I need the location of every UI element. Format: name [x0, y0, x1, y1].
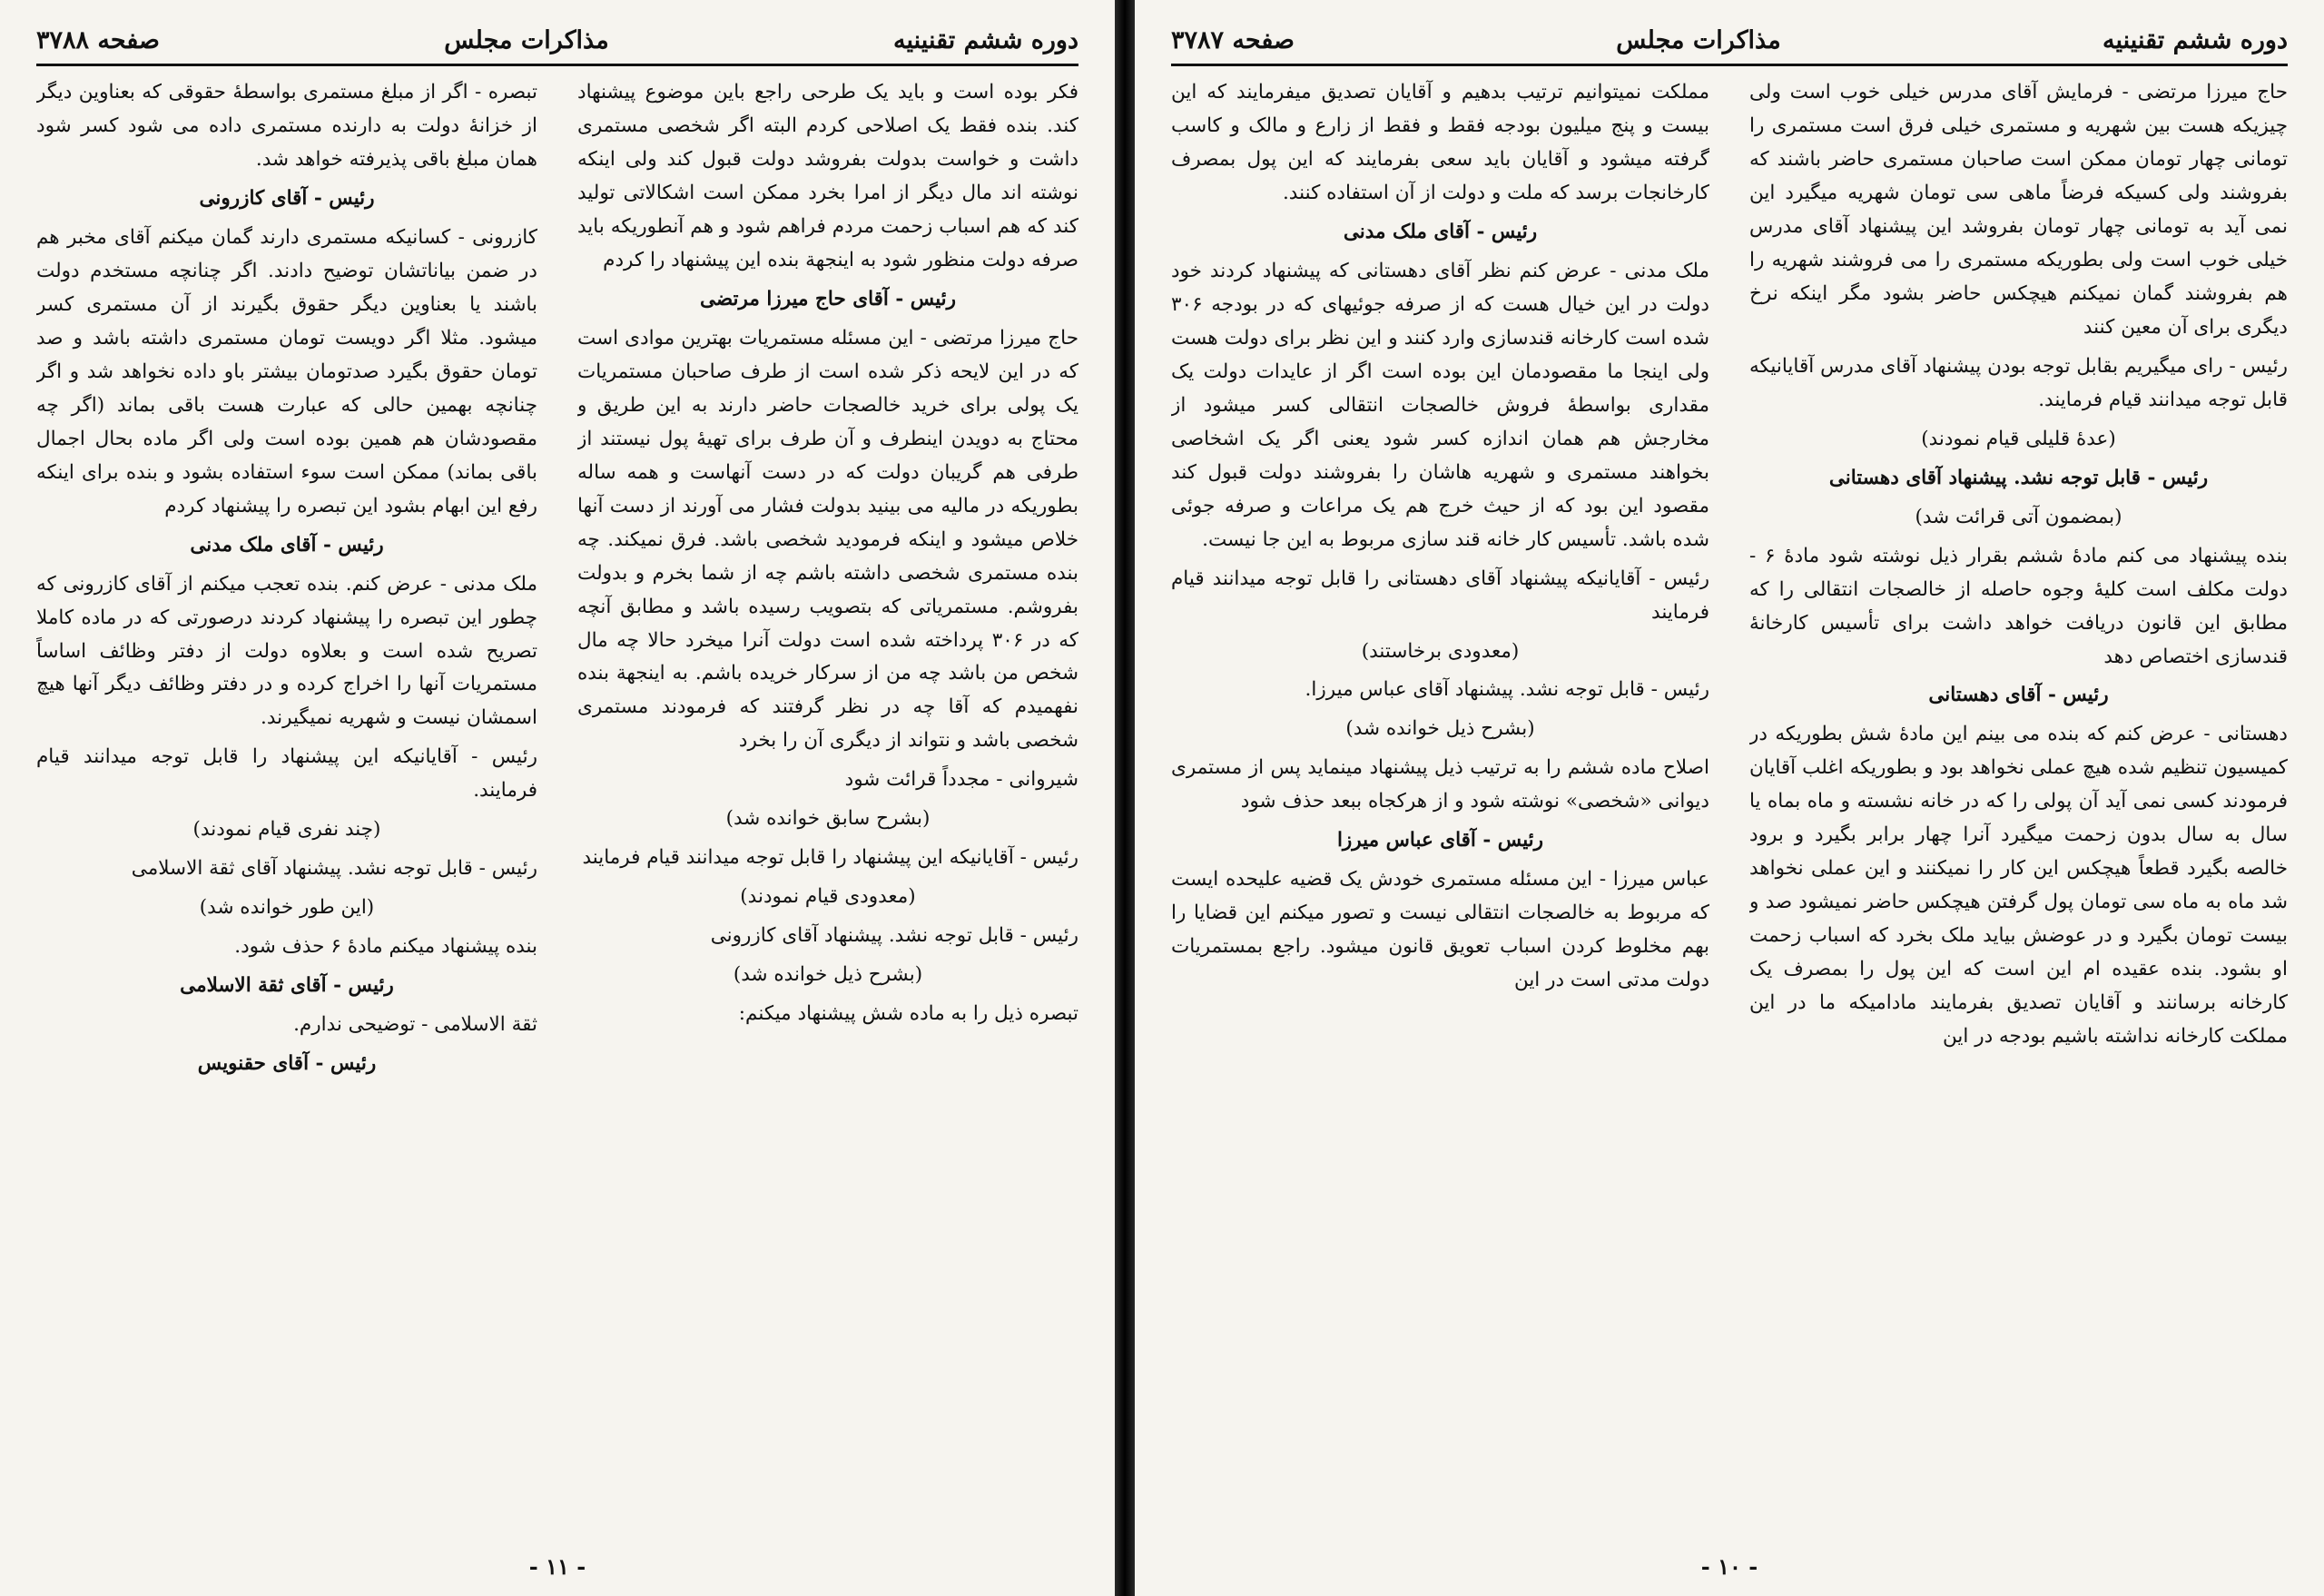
paragraph: ملک مدنی - عرض کنم. بنده تعجب میکنم از آقای کازرونی که چطور این تبصره را پیشنهاد کردند درصورتی که در ماده کاملا تصریح شده است و بعلاوه دولت از دفتر وظائف اساساً مستمریات آنها را اخراج کرده و در دفتر وظائف دیگر آنها هیچ اسمشان نیست و شهریه نمیگیرند. [36, 572, 537, 730]
page-header [36, 20, 1078, 60]
paragraph: دهستانی - عرض کنم که بنده می بینم این مادهٔ شش بطوریکه در کمیسیون تنظیم شده هیچ عملی نخواهد بود و بطوریکه اغلب آقایان فرمودند کسی نمی آید آن پولی را که در خانه نشسته و ماه بماه یا سال به سال بدون زحمت میگیرد آنرا چهار برابر بگیرد و برود خالصه بگیرد قطعاً هیچکس این کار را نمیکنند و این عملی نخواهد شد ماه به ماه سی تومان پول گرفتن هیچکس حاضر نمیشود صد و بیست تومان بگیرد و در عوضش بیاید ملک بخرد که اسباب زحمت او بشود. بنده عقیده ام این است که این پول را بمصرف یک کارخانه برسانند و آقایان تصدیق بفرمایند مادامیکه ما در این مملکت کارخانه نداشته باشیم بودجه در این [1749, 723, 2288, 1049]
speaker-call: رئیس - آقای ملک مدنی [1343, 220, 1538, 243]
paragraph: تبصره - اگر از مبلغ مستمری بواسطهٔ حقوقی که بعناوین دیگر از خزانهٔ دولت به دارنده مستمری داده می شود کسر شود همان مبلغ باقی پذیرفته خواهد شد. [36, 81, 537, 171]
procedural-note: (بشرح ذیل خوانده شد) [733, 963, 923, 987]
text-columns [36, 76, 1078, 1542]
paragraph: مملکت نمیتوانیم ترتیب بدهیم و آقایان تصدیق میفرمایند که این بیست و پنج میلیون بودجه فقط و فقط از زارع و مالک و کاسب گرفته میشود و آقایان باید سعی بفرمایند که این پول بمصرف کارخانجات برسد که ملت و دولت از آن استفاده کنند. [1171, 81, 1709, 204]
journal-title: مذاکرات مجلس [444, 25, 609, 54]
speaker-call: رئیس - آقای ملک مدنی [190, 533, 384, 557]
speaker-call: رئیس - آقای حاج میرزا مرتضی [699, 287, 957, 310]
session-label: دوره ششم تقنینیه [2102, 25, 2288, 54]
paragraph: ثقة الاسلامی - توضیحی ندارم. [293, 1013, 537, 1037]
speaker-call: رئیس - آقای حقنویس [197, 1052, 377, 1076]
column-right [577, 76, 1078, 1542]
procedural-note: (بشرح سابق خوانده شد) [725, 807, 931, 831]
procedural-note: (این طور خوانده شد) [199, 896, 375, 920]
book-gutter [1115, 0, 1135, 1596]
text-columns [1171, 76, 2288, 1542]
paragraph: رئیس - قابل توجه نشد. پیشنهاد آقای کازرونی [710, 924, 1078, 948]
page-header [1171, 20, 2288, 60]
speaker-call: رئیس - آقای کازرونی [199, 186, 375, 210]
paragraph: رئیس - آقایانیکه این پیشنهاد را قابل توجه میدانند قیام فرمایند. [36, 745, 537, 803]
paragraph: ملک مدنی - عرض کنم نظر آقای دهستانی که پیشنهاد کردند خود دولت در این خیال هست که از صرفه جوئیهای که در بودجه ۳۰۶ شده است کارخانه قندسازی وارد کنند و این نظر برای دولت هست ولی اینجا ما مقصودمان این بوده است اگر از عایدات دولت یک مقداری بواسطهٔ فروش خالصجات انتقالی کسر میشود از مخارجش هم همان اندازه کسر شود یعنی اگر یک اشخاصی بخواهند مستمری و شهریه هاشان را بفروشند دولت قبول کند مقصود این بود که از حیث خرج هم یک مراعات و صرفه جوئی شده باشد. تأسیس کار خانه قند سازی مربوط به این جا نیست. [1171, 259, 1709, 551]
column-left [36, 76, 537, 1542]
paragraph: بنده پیشنهاد میکنم مادهٔ ۶ حذف شود. [234, 935, 537, 959]
procedural-note: (چند نفری قیام نمودند) [192, 818, 381, 842]
column-right [1749, 76, 2288, 1542]
paragraph: تبصره ذیل را به ماده شش پیشنهاد میکنم: [738, 1002, 1078, 1026]
page-footer-number: - ۱۰ - [1700, 1553, 1758, 1580]
paragraph: کازرونی - کسانیکه مستمری دارند گمان میکنم آقای مخبر هم در ضمن بیاناتشان توضیح دادند. اگر چنانچه مستخدم دولت باشند یا بعناوین دیگر حقوق بگیرند از آن مستمری کسر میشود. مثلا اگر دویست تومان مستمری داشته باشد و صد تومان حقوق بگیرد صدتومان بیشتر باو داده نخواهد شد و اگر چنانچه بهمین حالی که عبارت هست باقی بماند (اگر چه مقصودشان هم همین بوده است ولی اگر ماده بحال اجمال باقی بماند) ممکن است سوء استفاده بشود و بنده برای اینکه رفع این ابهام بشود این تبصره را پیشنهاد کردم [36, 225, 537, 517]
paragraph: رئیس - آقایانیکه پیشنهاد آقای دهستانی را قابل توجه میدانند قیام فرمایند [1171, 566, 1709, 624]
paragraph: رئیس - رای میگیریم بقابل توجه بودن پیشنهاد آقای مدرس آقایانیکه قابل توجه میدانند قیام فرمایند. [1749, 354, 2288, 411]
paragraph: رئیس - قابل توجه نشد. پیشنهاد آقای ثقة الاسلامی [131, 857, 537, 881]
paragraph: حاج میرزا مرتضی - فرمایش آقای مدرس خیلی خوب است ولی چیزیکه هست بین شهریه و مستمری خیلی فرق است مستمری را تومانی چهار تومان ممکن است صاحبان مستمری حاضر باشند که بفروشند ولی کسیکه فرضاً ماهی سی تومان شهریه میگیرد این نمی آید به تومانی چهار تومان بفروشد این پیشنهاد آقای مدرس خیلی خوب است ولی بطوریکه مستمری را می فروشند شهریه را هم بفروشند گمان نمیکنم هیچکس حاضر بشود مگر اینکه نرخ دیگری برای آن معین کنند [1749, 81, 2288, 339]
paragraph: حاج میرزا مرتضی - این مسئله مستمریات بهترین موادی است که در این لایحه ذکر شده است از طرف صاحبان مستمریات یک پولی برای خرید خالصجات حاضر دارند به این طریق و محتاج به دویدن اینطرف و آن طرف برای تهیهٔ پول نیستند از طرفی هم گریبان دولت که در دست آنهاست و همه ساله بطوریکه در مالیه می بینید بدولت فشار می آورند از دست آنها خلاص میشود و اینکه فرمودید شخصی باشد. فرق نمیکند. چه بنده مستمری شخصی داشته باشم چه از شما بخرم و بدولت بفروشم. مستمریاتی که بتصویب رسیده باشد و مطابق آنچه که در ۳۰۶ پرداخته شده است دولت آنرا میخرد حالا چه مال شخص من باشد چه من از سرکار خریده باشم. به اینجهة بنده نفهمیدم که آقا چه در نظر گرفتند که فرمودند مستمری شخصی باشد و نتواند از دیگری آن را بخرد [577, 326, 1078, 753]
procedural-note: (عدهٔ قلیلی قیام نمودند) [1921, 427, 2116, 450]
header-rule [36, 64, 1078, 66]
speaker-call: رئیس - قابل توجه نشد. پیشنهاد آقای دهستانی [1828, 466, 2209, 489]
session-label: دوره ششم تقنینیه [893, 25, 1078, 54]
page-3787 [1135, 0, 2324, 1596]
speaker-call: رئیس - آقای دهستانی [1928, 684, 2109, 707]
paragraph: شیروانی - مجدداً قرائت شود [844, 768, 1078, 792]
journal-title: مذاکرات مجلس [1616, 25, 1781, 54]
paragraph: رئیس - آقایانیکه این پیشنهاد را قابل توجه میدانند قیام فرمایند [582, 846, 1078, 870]
page-number: صفحه ۳۷۸۸ [36, 25, 160, 54]
page-number: صفحه ۳۷۸۷ [1171, 25, 1295, 54]
procedural-note: (بشرح ذیل خوانده شد) [1345, 717, 1535, 741]
procedural-note: (معدودی برخاستند) [1361, 639, 1520, 663]
page-footer-number: - ۱۱ - [528, 1553, 586, 1580]
speaker-call: رئیس - آقای عباس میرزا [1336, 829, 1544, 852]
paragraph: اصلاح ماده ششم را به ترتیب ذیل پیشنهاد مینماید پس از مستمری دیوانی «شخصی» نوشته شود و از هرکجاه ببعد حذف شود [1171, 756, 1709, 813]
procedural-note: (معدودی قیام نمودند) [740, 885, 916, 909]
header-rule [1171, 64, 2288, 66]
procedural-note: (بمضمون آتی قرائت شد) [1915, 505, 2122, 528]
paragraph: بنده پیشنهاد می کنم مادهٔ ششم بقرار ذیل نوشته شود مادهٔ ۶ - دولت مکلف است کلیهٔ وجوه حاصله از خالصجات انتقالی را که مطابق این قانون دریافت خواهد داشت برای تأسیس کارخانهٔ قندسازی اختصاص دهد [1749, 544, 2288, 668]
paragraph: عباس میرزا - این مسئله مستمری خودش یک قضیه علیحده ایست که مربوط به خالصجات انتقالی نیست و تصور میکنم این قضایا را بهم مخلوط کردن اسباب تعویق قانون میشود. راجع بمستمریات دولت مدتی است در این [1171, 868, 1709, 992]
page-3788 [0, 0, 1115, 1596]
speaker-call: رئیس - آقای ثقة الاسلامی [180, 974, 394, 998]
paragraph: فکر بوده است و باید یک طرحی راجع باین موضوع پیشنهاد کند. بنده فقط یک اصلاحی کردم البته اگر شخصی مستمری داشت و خواست بدولت بفروشد دولت قبول کند ولی اینکه نوشته اند مال دیگر از امرا بخرد ممکن است اشکالاتی تولید کند که هم اسباب زحمت مردم فراهم شود و هم آنطوریکه باید صرفه دولت منظور شود به اینجهة بنده این پیشنهاد را کردم [577, 81, 1078, 271]
column-left [1171, 76, 1709, 1542]
paragraph: رئیس - قابل توجه نشد. پیشنهاد آقای عباس میرزا. [1305, 678, 1709, 702]
